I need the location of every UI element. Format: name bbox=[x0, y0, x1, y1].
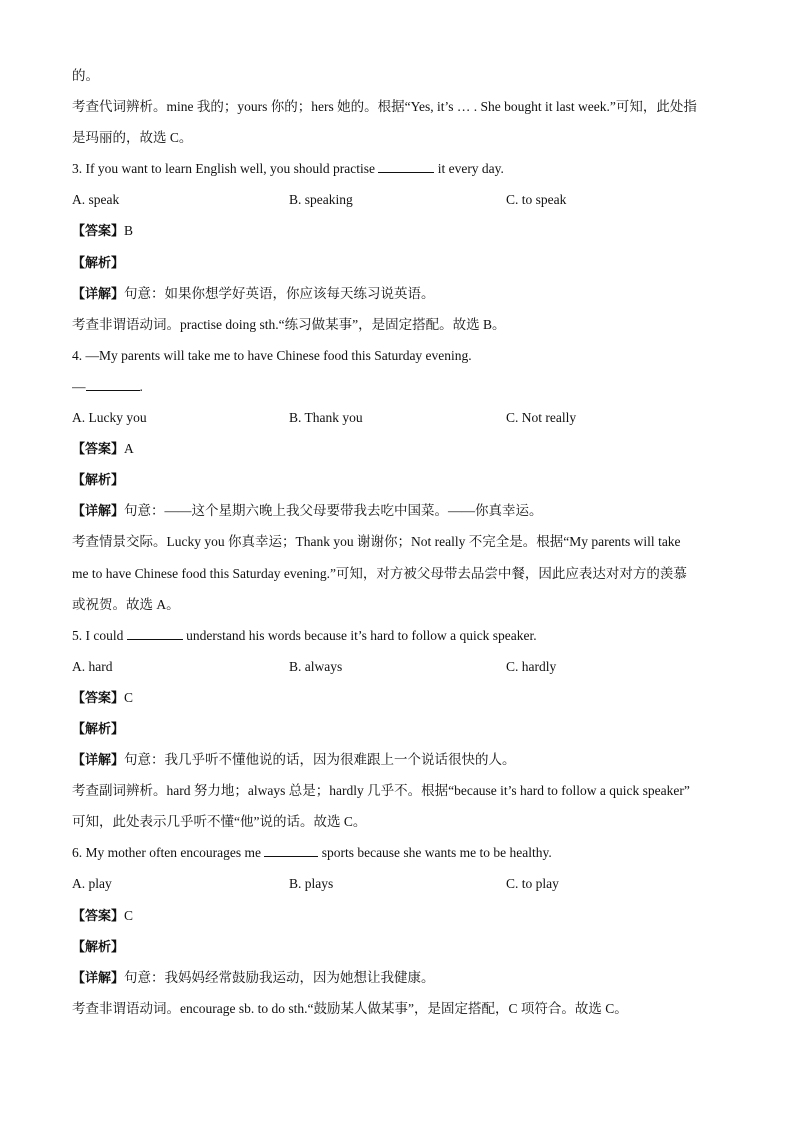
question-3-options bbox=[72, 184, 724, 215]
answer-value: A bbox=[124, 441, 134, 457]
explanation-line: me to have Chinese food this Saturday evening.”可知，对方被父母带去品尝中餐，因此应表达对对方的羡慕 bbox=[72, 565, 687, 581]
explanation-line: 可知，此处表示几乎听不懂“他”说的话。故选 C。 bbox=[72, 814, 367, 830]
question-6-stem bbox=[72, 837, 724, 868]
option-c: C. to play bbox=[506, 876, 559, 892]
explanation-line: 考查情景交际。Lucky you 你真幸运；Thank you 谢谢你；Not really 不完全是。根据“My parents will take bbox=[72, 534, 681, 550]
text-line: 是玛丽的，故选 C。 bbox=[72, 130, 193, 146]
answer-tag: 【答案】 bbox=[72, 224, 125, 240]
option-c: C. hardly bbox=[506, 658, 557, 674]
answer-line bbox=[72, 433, 724, 464]
detail-line bbox=[72, 744, 724, 775]
explanation-line: 考查副词辨析。hard 努力地；always 总是；hardly 几乎不。根据“because it’s hard to follow a quick speaker” bbox=[72, 783, 690, 799]
text-line: 的。 bbox=[72, 68, 99, 83]
option-a: A. hard bbox=[72, 658, 113, 674]
analysis-line bbox=[72, 713, 724, 744]
answer-value: B bbox=[124, 223, 134, 239]
question-4-stem: 4. —My parents will take me to have Chinese food this Saturday evening. bbox=[72, 347, 472, 363]
answer-tag: 【答案】 bbox=[72, 442, 125, 458]
answer-value: C bbox=[124, 907, 134, 923]
question-text: it every day. bbox=[434, 161, 504, 177]
answer-line bbox=[72, 900, 724, 931]
detail-tag: 【详解】 bbox=[72, 753, 125, 769]
option-b: B. always bbox=[289, 658, 343, 674]
explanation-line: 考查非谓语动词。encourage sb. to do sth.“鼓励某人做某事”，是固定搭配，C 项符合。故选 C。 bbox=[72, 1000, 628, 1016]
answer-tag: 【答案】 bbox=[72, 690, 125, 706]
question-text: 6. My mother often encourages me bbox=[72, 845, 265, 861]
question-text: sports because she wants me to be healthy. bbox=[318, 845, 552, 861]
reply-end: . bbox=[139, 378, 143, 394]
question-text: 5. I could bbox=[72, 627, 127, 643]
answer-value: C bbox=[124, 689, 134, 705]
question-text: understand his words because it’s hard to follow a quick speaker. bbox=[182, 627, 537, 643]
analysis-line bbox=[72, 247, 724, 278]
text-line: 考查代词辨析。mine 我的；yours 你的；hers 她的。根据“Yes, it’s … . She bought it last week.”可知，此处指 bbox=[72, 99, 697, 115]
detail-text: 句意：如果你想学好英语，你应该每天练习说英语。 bbox=[124, 285, 435, 301]
detail-tag: 【详解】 bbox=[72, 286, 125, 302]
option-a: A. Lucky you bbox=[72, 410, 147, 426]
question-4-reply bbox=[72, 371, 724, 402]
detail-tag: 【详解】 bbox=[72, 504, 125, 520]
detail-text: 句意：——这个星期六晚上我父母要带我去吃中国菜。——你真幸运。 bbox=[124, 503, 543, 519]
answer-blank bbox=[86, 378, 140, 391]
document-page bbox=[72, 60, 724, 1024]
analysis-line bbox=[72, 464, 724, 495]
explanation-line: 考查非谓语动词。practise doing sth.“练习做某事”，是固定搭配。故选 B。 bbox=[72, 316, 506, 332]
option-b: B. speaking bbox=[289, 192, 353, 208]
detail-tag: 【详解】 bbox=[72, 970, 125, 986]
detail-line bbox=[72, 278, 724, 309]
question-3-stem bbox=[72, 153, 724, 184]
detail-line bbox=[72, 962, 724, 993]
option-a: A. play bbox=[72, 876, 112, 892]
question-5-options bbox=[72, 651, 724, 682]
question-4-options bbox=[72, 402, 724, 433]
reply-dash: — bbox=[72, 378, 86, 394]
question-5-stem bbox=[72, 620, 724, 651]
answer-blank bbox=[264, 844, 318, 857]
explanation-line: 或祝贺。故选 A。 bbox=[72, 596, 180, 612]
option-c: C. Not really bbox=[506, 410, 577, 426]
answer-blank bbox=[378, 160, 434, 173]
detail-line bbox=[72, 495, 724, 526]
answer-line bbox=[72, 215, 724, 246]
question-text: 3. If you want to learn English well, you should practise bbox=[72, 161, 379, 177]
analysis-tag: 【解析】 bbox=[72, 473, 125, 489]
analysis-tag: 【解析】 bbox=[72, 939, 125, 955]
question-6-options bbox=[72, 868, 724, 899]
option-b: B. plays bbox=[289, 876, 334, 892]
analysis-tag: 【解析】 bbox=[72, 255, 125, 271]
analysis-line bbox=[72, 931, 724, 962]
analysis-tag: 【解析】 bbox=[72, 721, 125, 737]
option-c: C. to speak bbox=[506, 192, 567, 208]
option-b: B. Thank you bbox=[289, 410, 363, 426]
detail-text: 句意：我几乎听不懂他说的话，因为很难跟上一个说话很快的人。 bbox=[124, 752, 516, 768]
detail-text: 句意：我妈妈经常鼓励我运动，因为她想让我健康。 bbox=[124, 969, 435, 985]
answer-line bbox=[72, 682, 724, 713]
answer-tag: 【答案】 bbox=[72, 908, 125, 924]
option-a: A. speak bbox=[72, 192, 120, 208]
answer-blank bbox=[127, 627, 183, 640]
